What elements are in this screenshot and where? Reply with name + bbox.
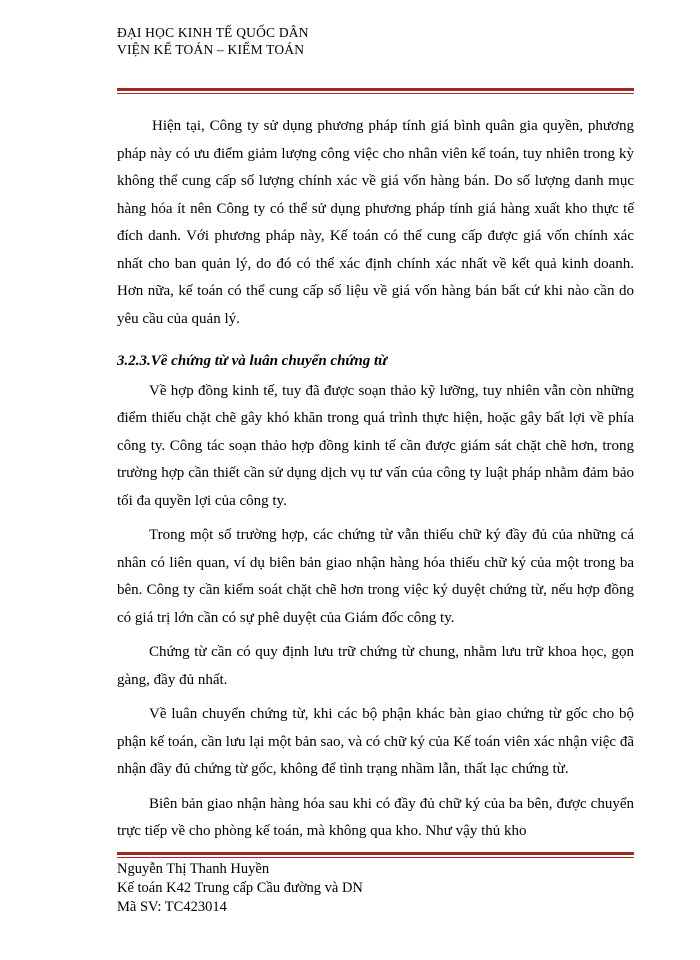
section-heading: 3.2.3.Về chứng từ và luân chuyển chứng từ	[117, 353, 388, 369]
page-header	[117, 24, 309, 58]
body-paragraph: Trong một số trường hợp, các chứng từ vẫn thiếu chữ ký đầy đủ của những cá nhân có liên quan, ví dụ biên bản giao nhận hàng hóa thiếu chữ ký của một trong ba bên. Công ty cần kiểm soát chặt chẽ hơn trong việc ký duyệt chứng từ, nếu hợp đồng có giá trị lớn cần có sự phê duyệt của Giám đốc công ty.	[117, 527, 634, 626]
page-footer	[117, 860, 363, 917]
footer-author: Nguyễn Thị Thanh Huyền	[117, 861, 270, 877]
body-paragraph: Về luân chuyển chứng từ, khi các bộ phận khác bàn giao chứng từ gốc cho bộ phận kế toán, cần lưu lại một bản sao, và có chữ ký của Kế toán viên xác nhận việc đã nhận đầy đủ chứng từ gốc, không để tình trạng nhầm lẫn, thất lạc chứng từ.	[117, 706, 634, 777]
footer-divider	[117, 852, 634, 858]
intro-paragraph: Hiện tại, Công ty sử dụng phương pháp tính giá bình quân gia quyền, phương pháp này có ưu điểm giảm lượng công việc cho nhân viên kế toán, tuy nhiên trong kỳ không thể cung cấp số lượng chính xác về giá vốn hàng bán. Do số lượng danh mục hàng hóa ít nên Công ty có thể sử dụng phương pháp tính giá hàng xuất kho thực tế đích danh. Với phương pháp này, Kế toán có thể cung cấp được giá vốn chính xác nhất cho ban quản lý, do đó có thể xác định chính xác nhất về kết quả kinh doanh. Hơn nữa, kế toán có thể cung cấp số liệu về giá vốn hàng bán bất cứ khi nào cần do yêu cầu của quản lý.	[117, 118, 634, 327]
header-institute: VIỆN KẾ TOÁN – KIỂM TOÁN	[117, 42, 305, 57]
footer-student-id: Mã SV: TC423014	[117, 899, 227, 915]
page-body	[117, 113, 634, 853]
body-paragraph: Chứng từ cần có quy định lưu trữ chứng từ chung, nhằm lưu trữ khoa học, gọn gàng, đầy đủ nhất.	[117, 644, 634, 688]
header-divider	[117, 88, 634, 94]
body-paragraph: Biên bản giao nhận hàng hóa sau khi có đầy đủ chữ ký của ba bên, được chuyển trực tiếp về cho phòng kế toán, mà không qua kho. Như vậy thủ kho	[117, 795, 634, 839]
footer-class-info: Kế toán K42 Trung cấp Cầu đường và DN	[117, 880, 363, 896]
header-university: ĐẠI HỌC KINH TẾ QUỐC DÂN	[117, 25, 309, 40]
body-paragraph: Về hợp đồng kinh tế, tuy đã được soạn thảo kỹ lưỡng, tuy nhiên vẫn còn những điểm thiếu chặt chẽ gây khó khăn trong quá trình thực hiện, hoặc gây bất lợi về phía công ty. Công tác soạn thảo hợp đồng kinh tế cần được giám sát chặt chẽ hơn, trong trường hợp cần thiết cần sử dụng dịch vụ tư vấn của công ty luật pháp nhằm đảm bảo tối đa quyền lợi của công ty.	[117, 382, 634, 509]
